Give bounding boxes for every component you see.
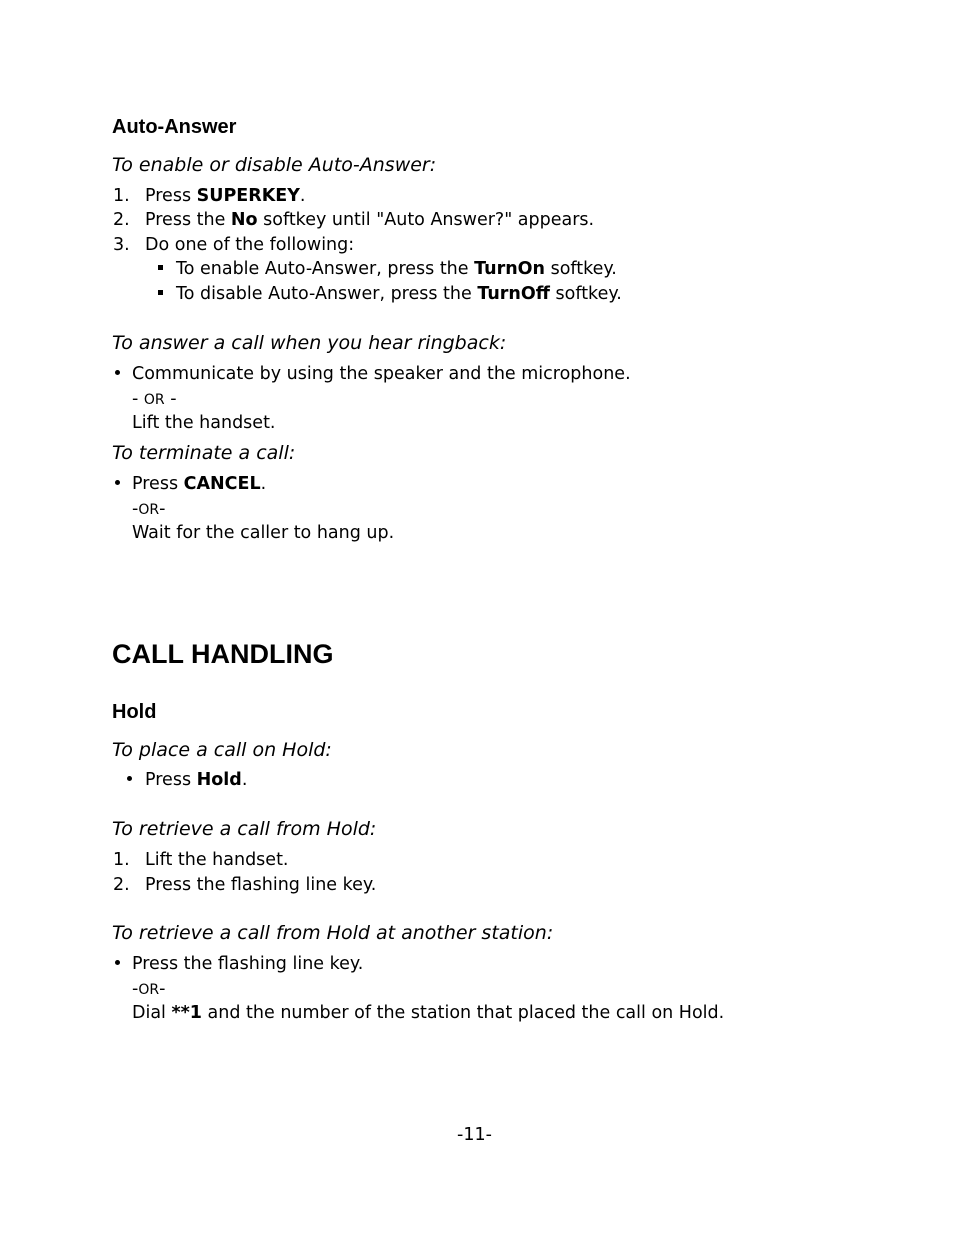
key-name: CANCEL: [183, 474, 261, 494]
bullet-dot-icon: [127, 770, 132, 789]
page-number: -11-: [457, 1125, 492, 1145]
or-dash: -: [132, 499, 139, 519]
step-text: Press: [145, 186, 197, 206]
softkey-name: TurnOn: [474, 259, 546, 279]
procedure-title-enable-auto-answer: To enable or disable Auto-Answer:: [112, 154, 437, 176]
list-item: Communicate by using the speaker and the microphone.: [132, 364, 631, 384]
key-name: Hold: [196, 770, 242, 790]
step-text: Press: [145, 770, 197, 790]
step-text: and the number of the station that placed the call on Hold.: [201, 1003, 725, 1023]
or-dash: -: [132, 389, 144, 409]
or-separator: [132, 389, 177, 409]
step-text: softkey.: [549, 284, 622, 304]
bullet-dot-icon: [115, 364, 120, 383]
or-text: OR: [138, 982, 160, 998]
list-item: [113, 875, 376, 895]
step-text: .: [299, 186, 306, 206]
procedure-title-place-hold: To place a call on Hold:: [112, 739, 332, 761]
step-text: Dial: [132, 1003, 172, 1023]
step-text: To enable Auto-Answer, press the: [176, 259, 475, 279]
list-item: [145, 770, 247, 790]
procedure-title-terminate: To terminate a call:: [112, 442, 296, 464]
list-item: [113, 186, 305, 206]
alternative-text: Wait for the caller to hang up.: [132, 523, 395, 543]
sub-list-item: [158, 284, 622, 304]
step-text: .: [241, 770, 248, 790]
step-number: 1.: [113, 186, 130, 206]
or-separator: [132, 979, 165, 999]
section-heading-hold: Hold: [112, 701, 157, 723]
list-item: [113, 850, 289, 870]
step-text: To disable Auto-Answer, press the: [176, 284, 478, 304]
or-text: OR: [143, 392, 165, 408]
step-text: Press: [132, 474, 184, 494]
step-text: Press the: [145, 210, 231, 230]
list-item: [113, 235, 354, 255]
step-text: Do one of the following:: [145, 235, 355, 255]
list-item: Press the flashing line key.: [132, 954, 364, 974]
section-heading-auto-answer: Auto-Answer: [112, 116, 237, 138]
step-text: Lift the handset.: [145, 850, 289, 870]
step-text: Press the flashing line key.: [145, 875, 377, 895]
step-text: softkey.: [545, 259, 617, 279]
or-separator: [132, 499, 165, 519]
procedure-title-retrieve-hold: To retrieve a call from Hold:: [112, 818, 377, 840]
step-number: 1.: [113, 850, 130, 870]
or-dash: -: [159, 979, 166, 999]
step-number: 2.: [113, 875, 130, 895]
procedure-title-ringback: To answer a call when you hear ringback:: [112, 332, 507, 354]
key-name: No: [230, 210, 258, 230]
chapter-heading-call-handling: CALL HANDLING: [112, 639, 334, 669]
list-item: [132, 474, 266, 494]
or-dash: -: [132, 979, 139, 999]
alternative-text: [132, 1003, 724, 1023]
square-bullet-icon: [158, 290, 163, 295]
alternative-text: Lift the handset.: [132, 413, 276, 433]
key-name: SUPERKEY: [196, 186, 300, 206]
bullet-dot-icon: [115, 474, 120, 493]
dial-code: **1: [171, 1003, 202, 1023]
or-dash: -: [159, 499, 166, 519]
bullet-dot-icon: [115, 954, 120, 973]
or-text: OR: [138, 502, 160, 518]
procedure-title-retrieve-other-station: To retrieve a call from Hold at another station:: [112, 922, 554, 944]
step-text: .: [260, 474, 267, 494]
list-item: [113, 210, 594, 230]
or-dash: -: [164, 389, 177, 409]
step-number: 2.: [113, 210, 130, 230]
sub-list-item: [158, 259, 617, 279]
softkey-name: TurnOff: [477, 284, 550, 304]
step-number: 3.: [113, 235, 130, 255]
step-text: softkey until "Auto Answer?" appears.: [257, 210, 595, 230]
square-bullet-icon: [158, 265, 163, 270]
